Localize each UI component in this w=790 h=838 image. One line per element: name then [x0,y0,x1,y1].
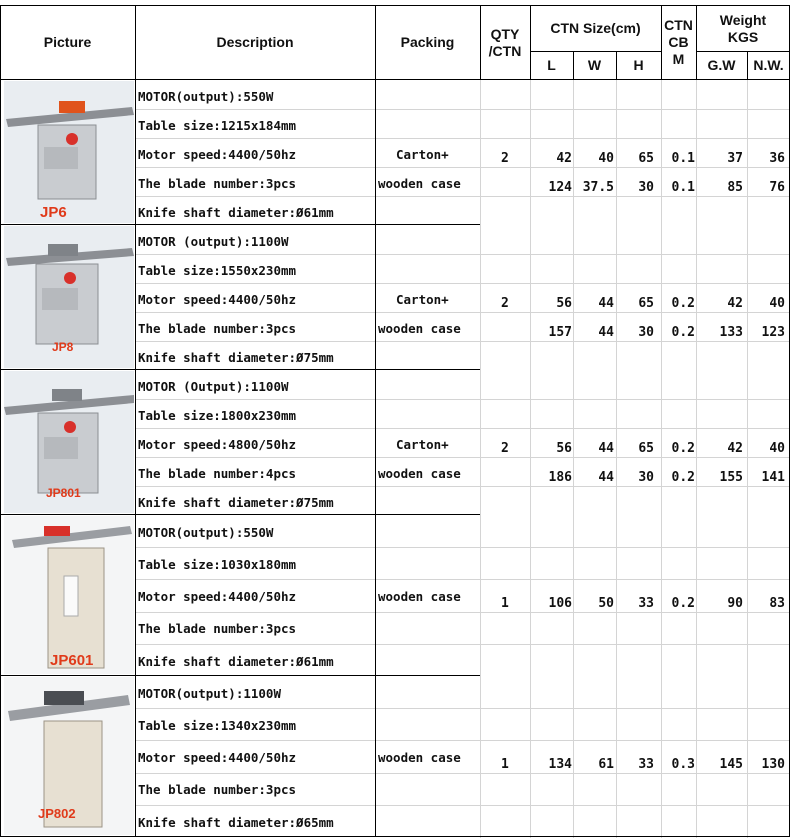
packing-line-2: wooden case [378,466,461,481]
header-cbm-line2: CB [668,34,689,50]
table-border-bottom [0,836,790,837]
product-image-jp601 [4,516,134,674]
ctn-width-value: 50 [598,596,614,611]
ctn-width-value: 44 [598,325,614,340]
packing-line-2: wooden case [378,321,461,336]
spec-line: Knife shaft diameter:Ø61mm [138,654,334,669]
packing-line-2: wooden case [378,176,461,191]
ctn-cbm-value: 0.1 [671,180,695,195]
ctn-width-value: 61 [598,757,614,772]
ctn-height-value: 30 [638,180,654,195]
row-divider [135,547,790,548]
col-divider [747,80,748,838]
qty-value: 1 [501,596,509,611]
header-sub-border [696,51,790,52]
header-ctn-cbm [661,6,696,79]
ctn-cbm-value: 0.3 [671,757,695,772]
model-label-jp801: JP801 [46,486,81,500]
ctn-cbm-value: 0.2 [671,596,695,611]
ctn-length-value: 56 [556,296,572,311]
section-border [0,514,480,515]
gross-weight-value: 155 [719,470,743,485]
header-col-border [375,5,376,80]
spec-line: The blade number:3pcs [138,321,297,336]
spec-line: Motor speed:4800/50hz [138,437,297,452]
ctn-width-value: 37.5 [582,180,614,195]
spec-line: The blade number:3pcs [138,621,297,636]
model-label-jp802: JP802 [38,806,76,821]
spec-line: Knife shaft diameter:Ø75mm [138,350,334,365]
qty-value: 2 [501,441,509,456]
net-weight-value: 83 [769,596,785,611]
qty-value: 1 [501,757,509,772]
spec-line: Table size:1550x230mm [138,263,297,278]
ctn-length-value: 106 [548,596,572,611]
header-col-border [530,5,531,80]
spec-line: MOTOR (output):1100W [138,234,289,249]
row-divider [135,773,790,774]
row-divider [135,457,790,458]
header-w: W [587,56,602,73]
spec-line: MOTOR(output):550W [138,89,274,104]
header-description: Description [216,34,294,50]
gross-weight-value: 145 [719,757,743,772]
header-nw: N.W. [753,56,784,73]
spec-line: The blade number:3pcs [138,782,297,797]
header-cbm-line1: CTN [664,17,693,33]
net-weight-value: 141 [761,470,785,485]
ctn-length-value: 134 [548,757,572,772]
row-divider [135,341,790,342]
header-weight-line1: Weight [719,11,767,28]
header-packing: Packing [400,34,455,50]
net-weight-value: 40 [769,441,785,456]
ctn-height-value: 65 [638,296,654,311]
row-divider [135,740,790,741]
net-weight-value: 123 [761,325,785,340]
row-divider [135,167,790,168]
spec-line: MOTOR (Output):1100W [138,379,289,394]
ctn-length-value: 157 [548,325,572,340]
row-divider [135,283,790,284]
ctn-height-value: 65 [638,151,654,166]
spec-line: Motor speed:4400/50hz [138,589,297,604]
col-divider [573,80,574,838]
spec-line: Knife shaft diameter:Ø65mm [138,815,334,830]
ctn-length-value: 56 [556,441,572,456]
header-col-border [480,5,481,80]
ctn-length-value: 42 [556,151,572,166]
spec-line: Motor speed:4400/50hz [138,147,297,162]
ctn-length-value: 124 [548,180,572,195]
ctn-width-value: 44 [598,441,614,456]
section-border [0,224,480,225]
model-label-jp6: JP6 [40,204,67,221]
ctn-cbm-value: 0.2 [671,325,695,340]
spec-line: Motor speed:4400/50hz [138,750,297,765]
col-divider [530,80,531,838]
header-ctn-size: CTN Size(cm) [550,20,641,36]
header-qty-line2: /CTN [488,42,522,59]
planer-illustration-icon [4,516,134,674]
header-weight-line2: KGS [727,28,759,45]
packing-line-1: Carton+ [396,437,449,452]
packing-line-1: Carton+ [396,292,449,307]
ctn-height-value: 65 [638,441,654,456]
col-border [135,80,136,837]
header-col-border [747,51,748,80]
col-divider [661,80,662,838]
row-divider [135,612,790,613]
net-weight-value: 40 [769,296,785,311]
qty-value: 2 [501,296,509,311]
row-divider [135,196,790,197]
header-col-border [573,51,574,80]
packing-text: wooden case [378,589,461,604]
gross-weight-value: 42 [727,296,743,311]
product-image-jp6 [4,81,134,223]
ctn-width-value: 40 [598,151,614,166]
ctn-cbm-value: 0.2 [671,441,695,456]
ctn-cbm-value: 0.1 [671,151,695,166]
net-weight-value: 36 [769,151,785,166]
row-divider [135,644,790,645]
header-qty-line1: QTY [490,25,520,42]
section-border [0,369,480,370]
col-divider [696,80,697,838]
header-gw: G.W [707,56,736,73]
row-divider [135,805,790,806]
gross-weight-value: 133 [719,325,743,340]
gross-weight-value: 85 [727,180,743,195]
header-picture: Picture [43,34,92,50]
gross-weight-value: 37 [727,151,743,166]
ctn-cbm-value: 0.2 [671,296,695,311]
section-border [0,675,480,676]
header-col-border [696,5,697,80]
spec-line: Knife shaft diameter:Ø61mm [138,205,334,220]
net-weight-value: 130 [761,757,785,772]
ctn-height-value: 33 [638,596,654,611]
row-divider [135,486,790,487]
ctn-height-value: 30 [638,325,654,340]
spec-line: MOTOR(output):1100W [138,686,281,701]
net-weight-value: 76 [769,180,785,195]
header-border-bottom [0,79,790,80]
header-qty [480,6,530,79]
header-cbm-line3: M [672,51,685,67]
row-divider [135,708,790,709]
table-border-top [0,5,790,6]
header-col-border [616,51,617,80]
header-col-border [135,5,136,80]
row-divider [135,109,790,110]
qty-value: 2 [501,151,509,166]
ctn-length-value: 186 [548,470,572,485]
spec-line: The blade number:4pcs [138,466,297,481]
spec-line: Table size:1800x230mm [138,408,297,423]
packing-line-1: Carton+ [396,147,449,162]
row-divider [135,579,790,580]
row-divider [135,428,790,429]
col-border [375,80,376,837]
spec-line: Motor speed:4400/50hz [138,292,297,307]
header-weight [696,6,790,51]
model-label-jp601: JP601 [50,652,94,669]
header-sub-border [530,51,661,52]
spec-line: The blade number:3pcs [138,176,297,191]
spec-line: MOTOR(output):550W [138,525,274,540]
spec-line: Knife shaft diameter:Ø75mm [138,495,334,510]
ctn-width-value: 44 [598,470,614,485]
header-col-border [661,5,662,80]
model-label-jp8: JP8 [52,340,74,354]
gross-weight-value: 42 [727,441,743,456]
gross-weight-value: 90 [727,596,743,611]
header-h: H [633,56,644,73]
table-border-left [0,5,1,837]
spec-line: Table size:1215x184mm [138,118,297,133]
row-divider [135,138,790,139]
spec-line: Table size:1030x180mm [138,557,297,572]
ctn-width-value: 44 [598,296,614,311]
col-divider [480,80,481,838]
col-divider [616,80,617,838]
ctn-height-value: 30 [638,470,654,485]
ctn-cbm-value: 0.2 [671,470,695,485]
row-divider [135,312,790,313]
ctn-height-value: 33 [638,757,654,772]
header-l: L [547,56,556,73]
spec-line: Table size:1340x230mm [138,718,297,733]
row-divider [135,254,790,255]
row-divider [135,399,790,400]
planer-illustration-icon [4,81,134,223]
packing-text: wooden case [378,750,461,765]
